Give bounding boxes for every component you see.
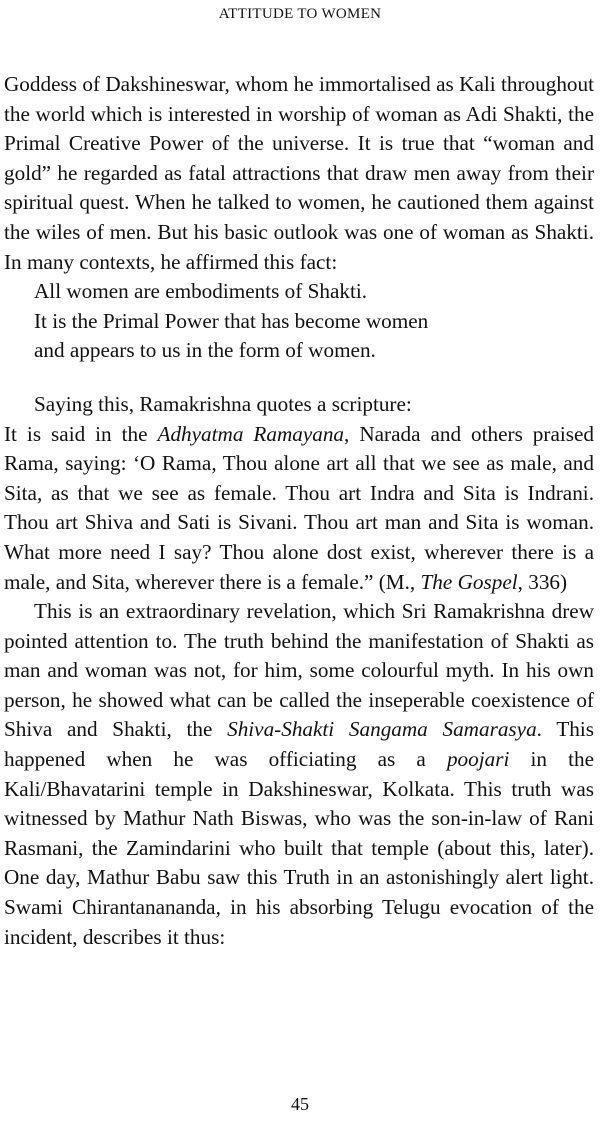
scripture-title: Adhyatma Ramayana bbox=[157, 421, 345, 446]
page-number: 45 bbox=[291, 1094, 309, 1114]
quote2-text-1: It is said in the bbox=[4, 421, 158, 446]
paragraph-1: Goddess of Dakshineswar, whom he immortalised as Kali throughout the world which is interested in worship of woman as Adi Shakti, the Primal Creative Power of the universe. It is true that “woman and gold” he regarded as fatal attractions that draw men away from their spiritual quest. When he talked to women, he cautioned them against the wiles of men. But his basic outlook was one of woman as Shakti. In many contexts, he affirmed this fact: bbox=[4, 72, 594, 274]
para3-text-2: . This happened when he was officiating as a bbox=[4, 717, 594, 772]
scripture-intro: Saying this, Ramakrishna quotes a scripture: bbox=[34, 391, 412, 416]
para3-text-3: in the Kali/Bhavatarini temple in Dakshineswar, Kolkata. This truth was witnessed by Mathur Nath Biswas, who was the son-in-law of Rani Rasmani, the Zamindarini who built that temple (about this, later). One day, Mathur Babu saw this Truth in an astonishingly alert light. Swami Chirantanananda, in his absorbing Telugu evocation of the incident, describes it thus: bbox=[4, 747, 594, 949]
block-quote-1 bbox=[34, 277, 594, 366]
running-header: ATTITUDE TO WOMEN bbox=[218, 6, 382, 22]
block-quote-2 bbox=[4, 420, 594, 598]
para3-italic-1: Shiva-Shakti Sangama Samarasya bbox=[227, 717, 537, 742]
page-body bbox=[4, 70, 594, 952]
para3-text-1: This is an extraordinary revelation, which Sri Ramakrishna drew pointed attention to. The truth behind the manifestation of Shakti as man and woman was not, for him, some colourful myth. In his own person, he showed what can be called the inseperable coexistence of Shiva and Shakti, the bbox=[4, 599, 594, 742]
citation-title: The Gospel bbox=[420, 569, 518, 594]
quote-line-1: All women are embodiments of Shakti. bbox=[34, 279, 368, 304]
paragraph-3 bbox=[4, 597, 594, 952]
citation-rest: , 336) bbox=[517, 569, 568, 594]
quote-line-2: It is the Primal Power that has become women bbox=[34, 308, 429, 333]
paragraph-2 bbox=[4, 390, 594, 597]
para3-italic-2: poojari bbox=[446, 747, 510, 772]
quote-line-3: and appears to us in the form of women. bbox=[34, 338, 376, 363]
quote2-text-2: , Narada and others praised Rama, saying: ‘O Rama, Thou alone art all that we see as male, and Sita, as that we see as female. Thou art Indra and Sita is Indrani. Thou art Shiva and Sati is Sivani. Thou art man and Sita is woman. What more need I say? Thou alone dost exist, wherever there is a male, and Sita, wherever there is a female.” (M., bbox=[4, 421, 594, 594]
